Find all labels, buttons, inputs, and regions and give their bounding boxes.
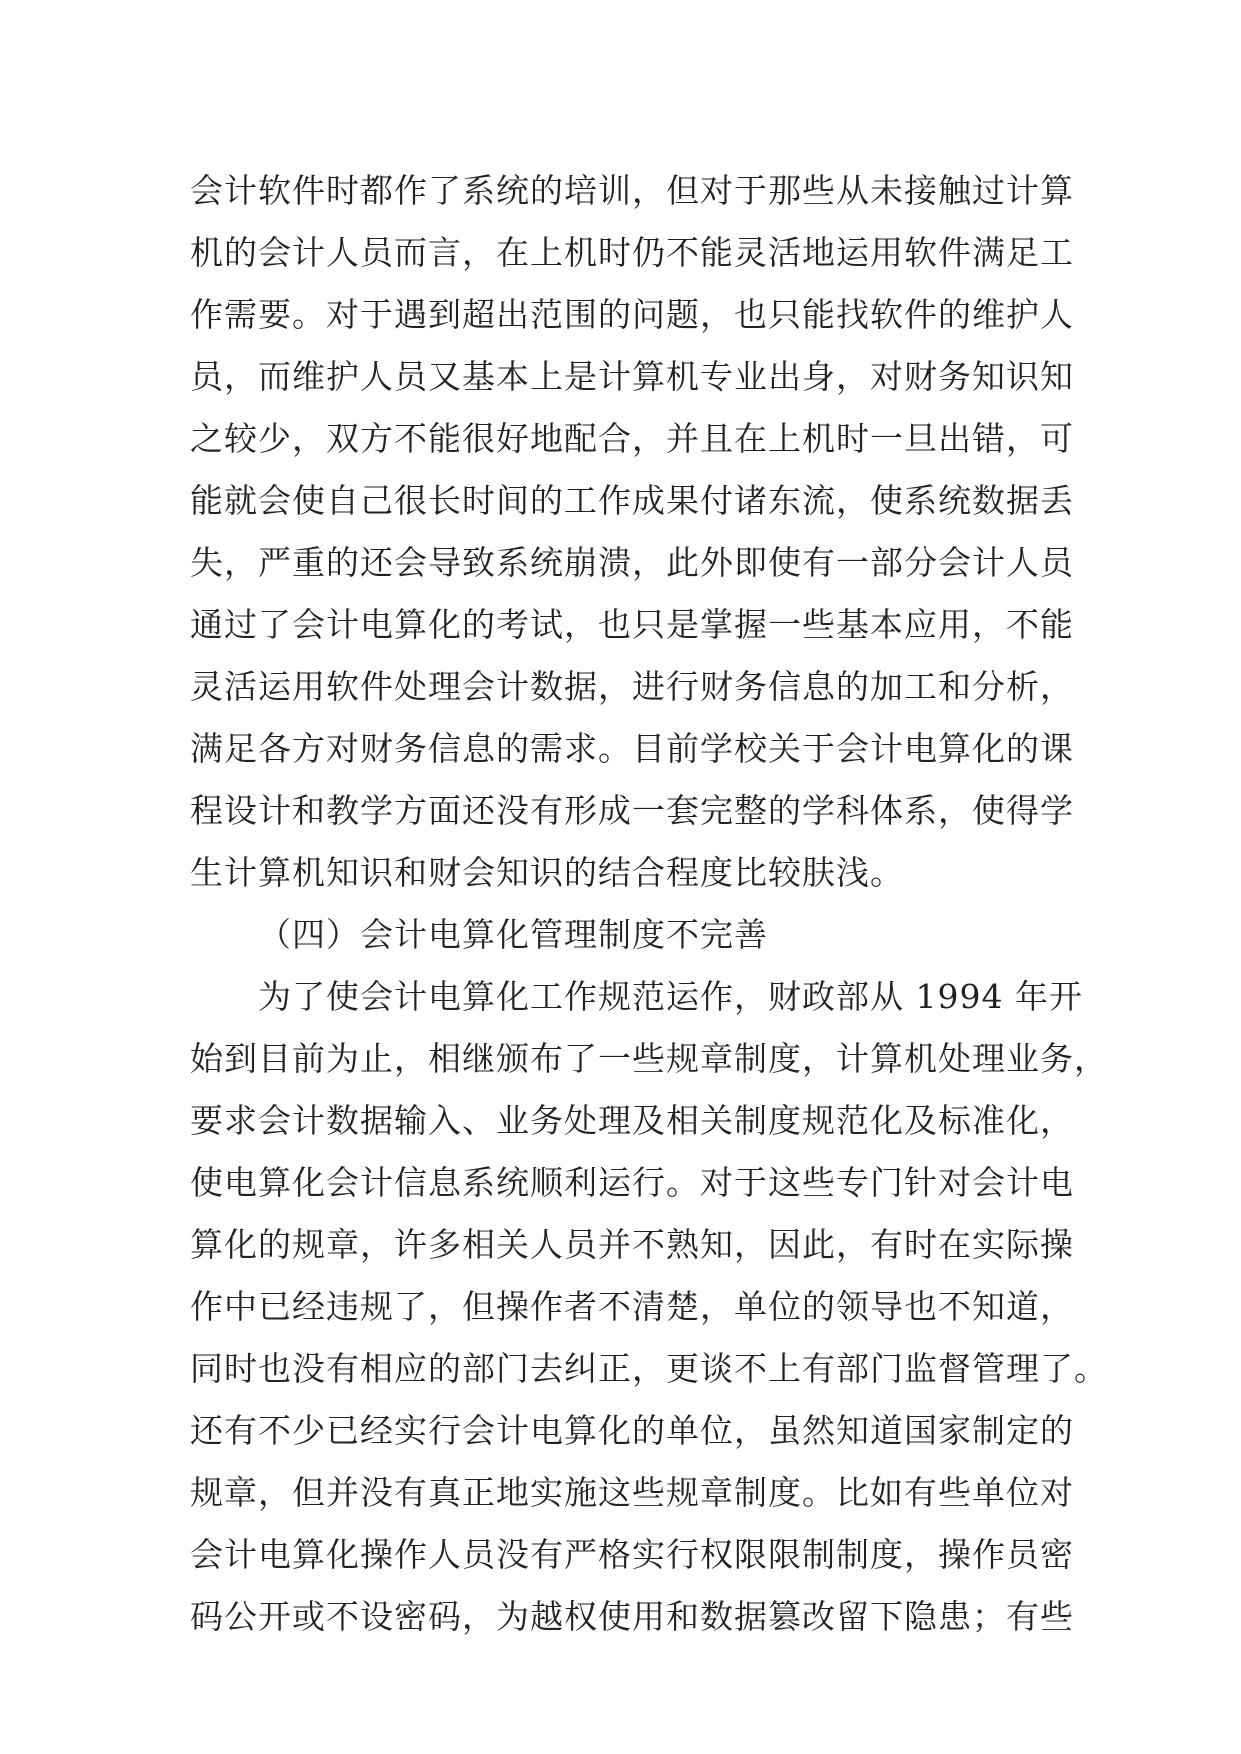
text-line: 之较少，双方不能很好地配合，并且在上机时一旦出错，可	[190, 419, 1074, 458]
text-line: 能就会使自己很长时间的工作成果付诸东流，使系统数据丢	[190, 481, 1074, 520]
text-line: 会计电算化操作人员没有严格实行权限限制制度，操作员密	[190, 1535, 1074, 1574]
text-line: 会计软件时都作了系统的培训，但对于那些从未接触过计算	[190, 171, 1074, 210]
section-heading: （四）会计电算化管理制度不完善	[258, 915, 768, 954]
text-line: 员，而维护人员又基本上是计算机专业出身，对财务知识知	[190, 357, 1074, 396]
text-line: 灵活运用软件处理会计数据，进行财务信息的加工和分析，	[190, 667, 1074, 706]
text-line: 要求会计数据输入、业务处理及相关制度规范化及标准化，	[190, 1101, 1074, 1140]
text-line: 生计算机知识和财会知识的结合程度比较肤浅。	[190, 853, 904, 892]
text-line: 程设计和教学方面还没有形成一套完整的学科体系，使得学	[190, 791, 1074, 830]
text-line: 为了使会计电算化工作规范运作，财政部从 1994 年开	[258, 977, 1083, 1016]
document-body	[190, 160, 1108, 1648]
text-line: 算化的规章，许多相关人员并不熟知，因此，有时在实际操	[190, 1225, 1074, 1264]
text-line: 作需要。对于遇到超出范围的问题，也只能找软件的维护人	[190, 295, 1074, 334]
text-line: 码公开或不设密码，为越权使用和数据篡改留下隐患；有些	[190, 1597, 1074, 1636]
text-line: 使电算化会计信息系统顺利运行。对于这些专门针对会计电	[190, 1163, 1074, 1202]
text-line: 失，严重的还会导致系统崩溃，此外即使有一部分会计人员	[190, 543, 1074, 582]
text-line: 机的会计人员而言，在上机时仍不能灵活地运用软件满足工	[190, 233, 1074, 272]
text-line: 还有不少已经实行会计电算化的单位，虽然知道国家制定的	[190, 1411, 1074, 1450]
text-line: 满足各方对财务信息的需求。目前学校关于会计电算化的课	[190, 729, 1074, 768]
text-line: 作中已经违规了，但操作者不清楚，单位的领导也不知道，	[190, 1287, 1074, 1326]
text-line: 规章，但并没有真正地实施这些规章制度。比如有些单位对	[190, 1473, 1074, 1512]
text-line: 同时也没有相应的部门去纠正，更谈不上有部门监督管理了。	[190, 1349, 1108, 1388]
paragraph-1	[190, 160, 1074, 904]
text-line: 通过了会计电算化的考试，也只是掌握一些基本应用，不能	[190, 605, 1074, 644]
paragraph-2	[190, 966, 1108, 1648]
text-line: 始到目前为止，相继颁布了一些规章制度，计算机处理业务，	[190, 1039, 1108, 1078]
